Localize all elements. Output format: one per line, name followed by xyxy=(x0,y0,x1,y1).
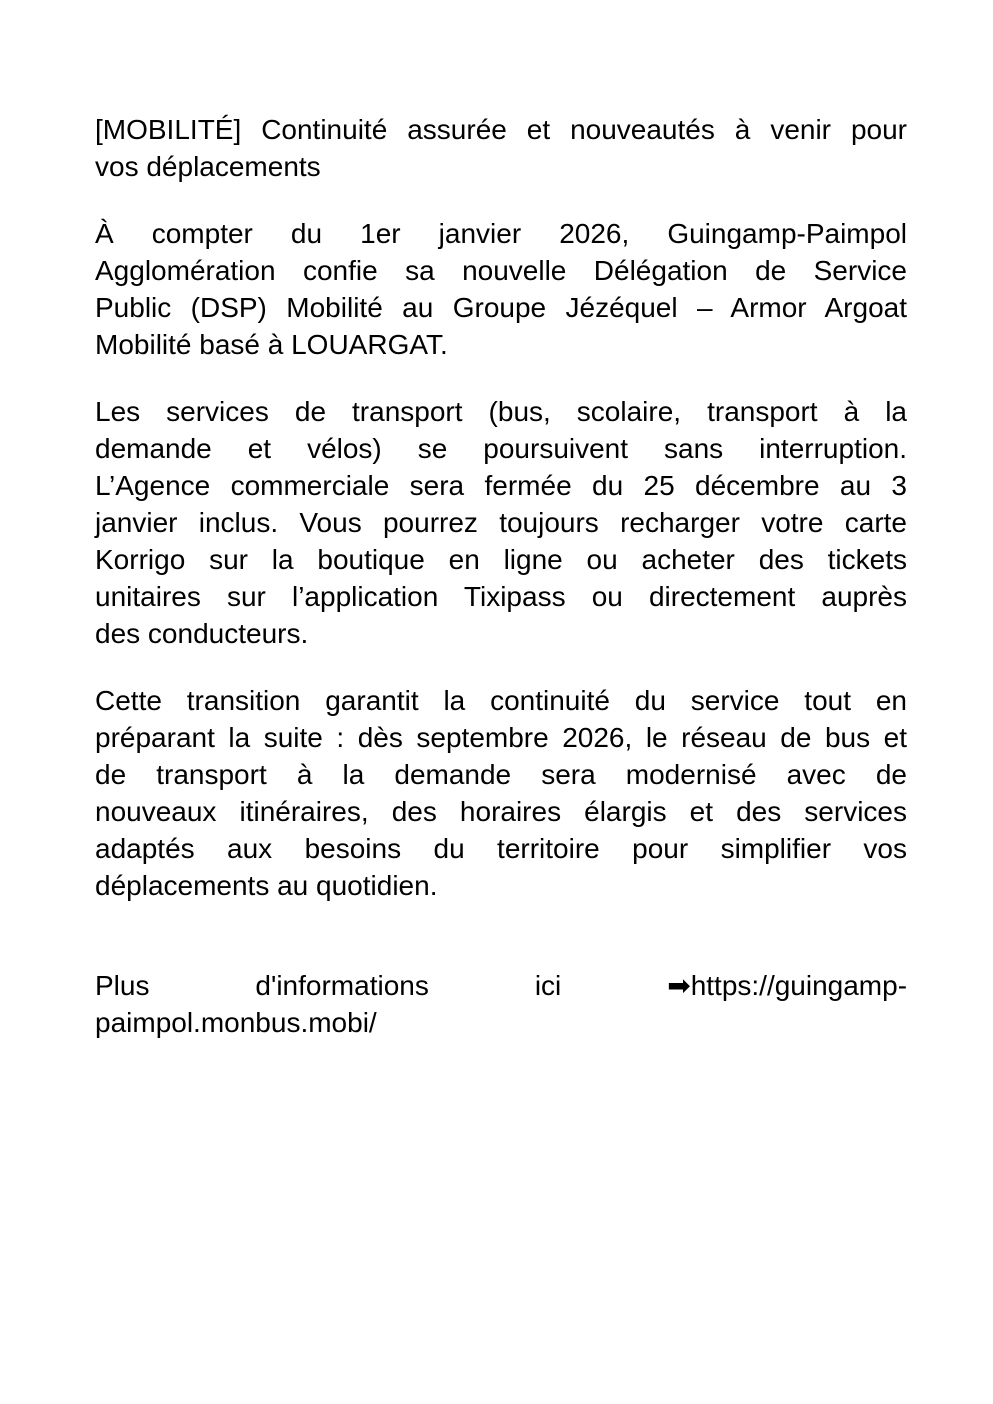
arrow-right-icon: ➡ xyxy=(667,969,691,1002)
text-line: janvier inclus. Vous pourrez toujours recharger votre carte xyxy=(95,507,907,538)
text-line: Korrigo sur la boutique en ligne ou acheter des tickets xyxy=(95,544,907,575)
url-text: paimpol.monbus.mobi/ xyxy=(95,1007,377,1038)
url-with-arrow xyxy=(667,970,907,1001)
text-line: Agglomération confie sa nouvelle Délégation de Service xyxy=(95,255,907,286)
paragraph xyxy=(95,682,907,904)
more-info-word: Plus xyxy=(95,970,150,1001)
more-info-paragraph xyxy=(95,967,907,1041)
text-line: Les services de transport (bus, scolaire, transport à la xyxy=(95,396,907,427)
text-line: Public (DSP) Mobilité au Groupe Jézéquel – Armor Argoat xyxy=(95,292,907,323)
text-line: déplacements au quotidien. xyxy=(95,870,438,901)
text-line: préparant la suite : dès septembre 2026, le réseau de bus et xyxy=(95,722,907,753)
page-title xyxy=(95,111,907,185)
text-line: des conducteurs. xyxy=(95,618,309,649)
title-line: [MOBILITÉ] Continuité assurée et nouveautés à venir pour xyxy=(95,114,907,145)
more-info-word: ici xyxy=(534,970,562,1001)
paragraph xyxy=(95,393,907,652)
text-line: unitaires sur l’application Tixipass ou directement auprès xyxy=(95,581,907,612)
url-text: https://guingamp- xyxy=(690,970,908,1001)
text-line: Cette transition garantit la continuité du service tout en xyxy=(95,685,907,716)
paragraph xyxy=(95,215,907,363)
text-line xyxy=(95,967,907,1004)
text-line: demande et vélos) se poursuivent sans interruption. xyxy=(95,433,907,464)
title-line: vos déplacements xyxy=(95,151,321,182)
text-line: À compter du 1er janvier 2026, Guingamp-Paimpol xyxy=(95,218,907,249)
text-line: Mobilité basé à LOUARGAT. xyxy=(95,329,448,360)
text-line: nouveaux itinéraires, des horaires élargis et des services xyxy=(95,796,907,827)
text-line: adaptés aux besoins du territoire pour simplifier vos xyxy=(95,833,907,864)
text-line: de transport à la demande sera modernisé avec de xyxy=(95,759,907,790)
text-line: L’Agence commerciale sera fermée du 25 décembre au 3 xyxy=(95,470,907,501)
more-info-word: d'informations xyxy=(255,970,429,1001)
document-content xyxy=(95,111,907,1041)
